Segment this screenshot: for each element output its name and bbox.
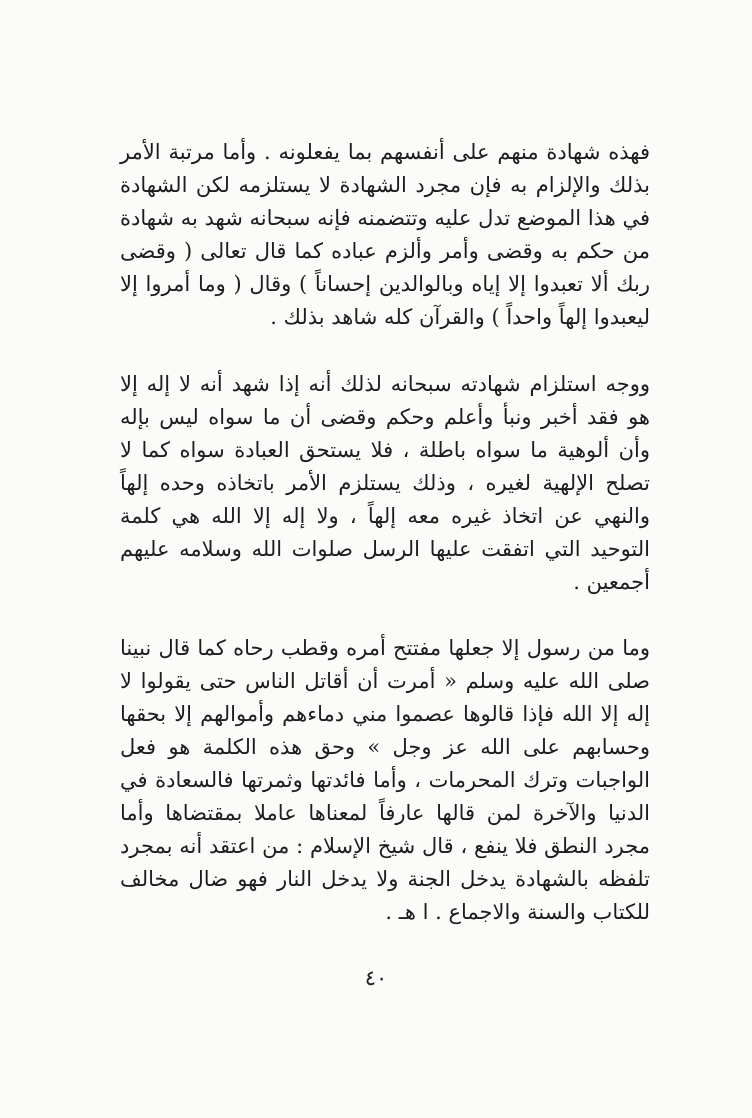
paragraph-1 (120, 136, 650, 334)
page-number: ٤٠ (364, 966, 388, 990)
paragraph-3-text: وما من رسول إلا جعلها مفتتح أمره وقطب رحاه كما قال نبينا صلى الله عليه وسلم « أمرت أن أقاتل الناس حتى يقولوا لا إله إلا الله فإذا قالوها عصموا مني دماءهم وأموالهم إلا بحقها وحسابهم على الله عز وجل » وحق هذه الكلمة هو فعل الواجبات وترك المحرمات ، وأما فائدتها وثمرتها فالسعادة في الدنيا والآخرة لمن قالها عارفاً لمعناها عاملا بمقتضاها وأما مجرد النطق فلا ينفع ، قال شيخ الإسلام : من اعتقد أنه بمجرد تلفظه بالشهادة يدخل الجنة ولا يدخل النار فهو ضال مخالف للكتاب والسنة والاجماع . ا هـ . (120, 636, 650, 924)
paragraph-2-text: ووجه استلزام شهادته سبحانه لذلك أنه إذا شهد أنه لا إله إلا هو فقد أخبر ونبأ وأعلم وحكم وقضى أن ما سواه ليس بإله وأن ألوهية ما سواه باطلة ، فلا يستحق العبادة سواه كما لا تصلح الإلهية لغيره ، وذلك يستلزم الأمر باتخاذه وحده إلهاً والنهي عن اتخاذ غيره معه إلهاً ، ولا إله إلا الله هي كلمة التوحيد التي اتفقت عليها الرسل صلوات الله وسلامه عليهم أجمعين . (120, 372, 650, 594)
paragraph-3 (120, 632, 650, 929)
paragraph-1-text: فهذه شهادة منهم على أنفسهم بما يفعلونه . وأما مرتبة الأمر بذلك والإلزام به فإن مجرد الشهادة لا يستلزمه لكن الشهادة في هذا الموضع تدل عليه وتتضمنه فإنه سبحانه شهد به شهادة من حكم به وقضى وأمر وألزم عباده كما قال تعالى ( وقضى ربك ألا تعبدوا إلا إياه وبالوالدين إحساناً ) وقال ( وما أمروا إلا ليعبدوا إلهاً واحداً ) والقرآن كله شاهد بذلك . (120, 140, 650, 329)
paragraph-2 (120, 368, 650, 599)
